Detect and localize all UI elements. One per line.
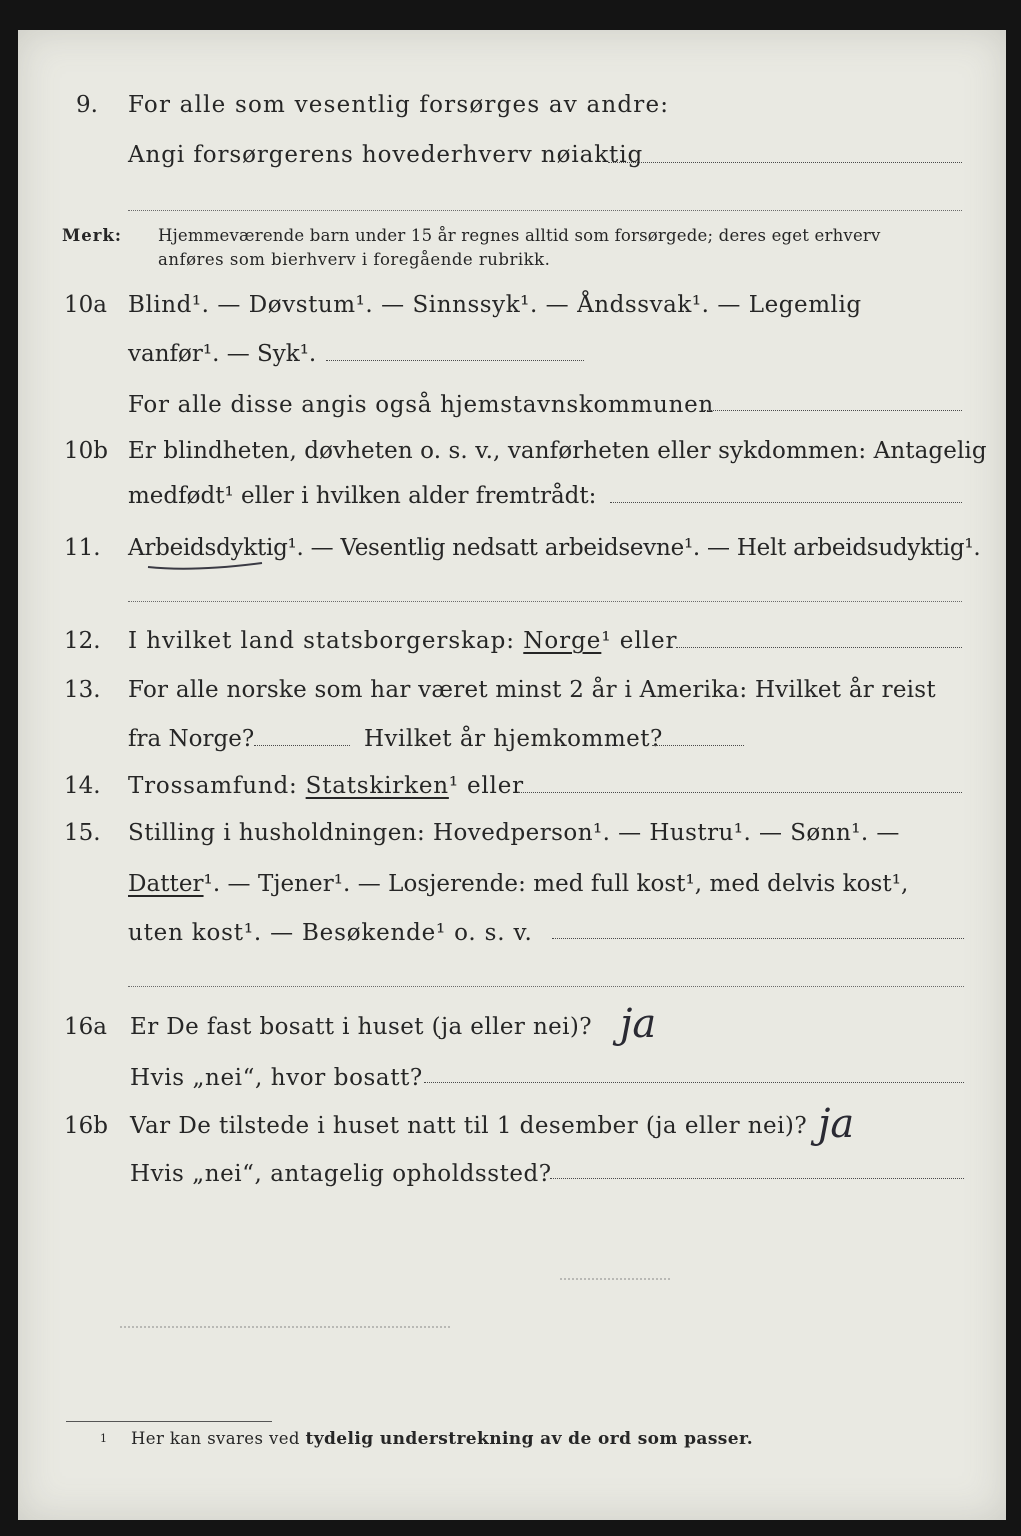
q14-number: 14. bbox=[64, 773, 101, 799]
q16b-handwritten-answer[interactable]: ja bbox=[818, 1101, 855, 1147]
q16a-bosatt-field[interactable] bbox=[424, 1082, 964, 1083]
q15-line3: uten kost¹. — Besøkende¹ o. s. v. bbox=[128, 920, 533, 946]
q15-line2 bbox=[128, 869, 908, 899]
q13-hjemkommet-field[interactable] bbox=[652, 745, 744, 746]
q16a-number: 16a bbox=[64, 1014, 107, 1040]
merk-label: Merk: bbox=[62, 226, 122, 245]
q14-pre: Trossamfund: bbox=[128, 773, 306, 799]
q15-separator bbox=[128, 986, 964, 987]
q15-number: 15. bbox=[64, 820, 101, 846]
q15-line2-rest: ¹. — Tjener¹. — Losjerende: med full kost¹, med delvis kost¹, bbox=[203, 871, 909, 897]
q10b-line1: Er blindheten, døvheten o. s. v., vanførheten eller sykdommen: Antagelig bbox=[128, 438, 987, 464]
footnote-rule bbox=[66, 1421, 272, 1422]
q16a-line2: Hvis „nei“, hvor bosatt? bbox=[130, 1065, 423, 1091]
bleed-through-mark bbox=[560, 1278, 670, 1280]
q10a-number: 10a bbox=[64, 292, 107, 318]
q9-answer-field[interactable] bbox=[608, 162, 962, 163]
q9-separator bbox=[128, 210, 962, 211]
q9-line2: Angi forsørgerens hovederhverv nøiaktig bbox=[128, 142, 644, 168]
q14-statskirken-option[interactable]: Statskirken bbox=[305, 773, 449, 799]
q11-rest: ¹. — Vesentlig nedsatt arbeidsevne¹. — Helt arbeidsudyktig¹. bbox=[287, 535, 981, 561]
q9-line1: For alle som vesentlig forsørges av andre: bbox=[128, 92, 670, 118]
q12-norge-option[interactable]: Norge bbox=[523, 628, 602, 654]
q14-post: ¹ eller bbox=[448, 773, 524, 799]
q11-handwritten-underline bbox=[146, 558, 264, 572]
q10a-hjemstavn-field[interactable] bbox=[704, 410, 962, 411]
q11-separator bbox=[128, 601, 962, 602]
q10a-line1: Blind¹. — Døvstum¹. — Sinnssyk¹. — Åndssvak¹. — Legemlig bbox=[128, 292, 862, 318]
q13-reist-field[interactable] bbox=[254, 745, 350, 746]
q9-number: 9. bbox=[76, 92, 98, 118]
q15-answer-field[interactable] bbox=[552, 938, 964, 939]
q13-line2b: Hvilket år hjemkommet? bbox=[364, 726, 663, 752]
merk-line1: Hjemmeværende barn under 15 år regnes alltid som forsørgede; deres eget erhverv bbox=[158, 226, 881, 245]
q10b-number: 10b bbox=[64, 438, 108, 464]
q14-line bbox=[128, 771, 524, 801]
bleed-through-mark bbox=[120, 1326, 450, 1328]
q10a-line3: For alle disse angis også hjemstavnskommunen bbox=[128, 392, 714, 418]
q15-line1: Stilling i husholdningen: Hovedperson¹. — Hustru¹. — Sønn¹. — bbox=[128, 820, 900, 846]
q11-number: 11. bbox=[64, 535, 101, 561]
q14-answer-field[interactable] bbox=[518, 792, 962, 793]
footnote-pre: Her kan svares ved bbox=[131, 1429, 306, 1448]
q13-line2a: fra Norge? bbox=[128, 726, 255, 752]
q12-line bbox=[128, 626, 677, 656]
q16b-line1: Var De tilstede i huset natt til 1 desember (ja eller nei)? bbox=[130, 1113, 808, 1139]
q10a-line2: vanfør¹. — Syk¹. bbox=[128, 341, 317, 367]
q16a-line1: Er De fast bosatt i huset (ja eller nei)? bbox=[130, 1014, 593, 1040]
q10a-syk-field[interactable] bbox=[326, 360, 584, 361]
footnote-mark: 1 bbox=[100, 1432, 107, 1445]
q12-post: ¹ eller bbox=[601, 628, 678, 654]
footnote-bold: tydelig understrekning av de ord som passer. bbox=[305, 1429, 754, 1449]
merk-line2: anføres som bierhverv i foregående rubrikk. bbox=[158, 250, 551, 269]
footnote-text bbox=[131, 1428, 753, 1450]
q16b-line2: Hvis „nei“, antagelig opholdssted? bbox=[130, 1161, 552, 1187]
q12-pre: I hvilket land statsborgerskap: bbox=[128, 628, 524, 654]
q13-number: 13. bbox=[64, 677, 101, 703]
q16a-handwritten-answer[interactable]: ja bbox=[620, 1001, 657, 1047]
q12-number: 12. bbox=[64, 628, 101, 654]
q16b-opholdssted-field[interactable] bbox=[550, 1178, 964, 1179]
q12-answer-field[interactable] bbox=[676, 647, 962, 648]
q15-datter-option[interactable]: Datter bbox=[128, 871, 204, 897]
q16b-number: 16b bbox=[64, 1113, 108, 1139]
q13-line1: For alle norske som har været minst 2 år i Amerika: Hvilket år reist bbox=[128, 677, 936, 703]
q10b-line2: medfødt¹ eller i hvilken alder fremtrådt: bbox=[128, 483, 597, 509]
q10b-answer-field[interactable] bbox=[610, 502, 962, 503]
q11-arbeidsdyktig-option[interactable]: Arbeidsdyktig bbox=[128, 535, 288, 561]
